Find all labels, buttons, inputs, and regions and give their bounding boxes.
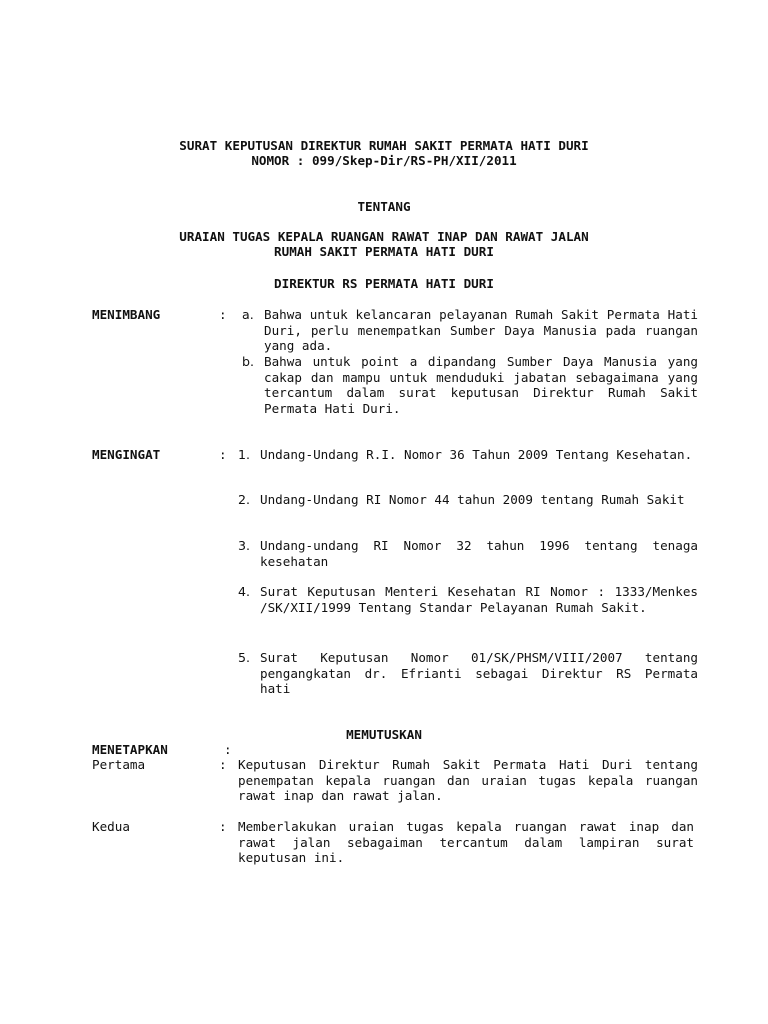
- tentang-heading: TENTANG: [357, 199, 411, 214]
- menimbang-item-b-text: Bahwa untuk point a dipandang Sumber Daya Manusia yang cakap dan mampu untuk menduduki jabatan sebagaimana yang tercantum dalam surat keputusan Direktur Rumah Sakit Permata Hati Duri.: [264, 354, 698, 416]
- mengingat-item-3-marker: 3.: [238, 538, 251, 553]
- mengingat-item-2-text: Undang-Undang RI Nomor 44 tahun 2009 tentang Rumah Sakit: [260, 492, 685, 507]
- mengingat-item-4-text: Surat Keputusan Menteri Kesehatan RI Nomor : 1333/Menkes /SK/XII/1999 Tentang Standar Pelayanan Rumah Sakit.: [260, 584, 698, 615]
- kedua-label: Kedua: [92, 819, 130, 834]
- kedua-colon: :: [219, 819, 227, 834]
- memutuskan-heading: MEMUTUSKAN: [346, 727, 422, 742]
- menimbang-label: MENIMBANG: [92, 307, 161, 322]
- menimbang-item-a-text: Bahwa untuk kelancaran pelayanan Rumah Sakit Permata Hati Duri, perlu menempatkan Sumber Daya Manusia pada ruangan yang ada.: [264, 307, 698, 353]
- mengingat-item-2-marker: 2.: [238, 492, 251, 507]
- decree-title: SURAT KEPUTUSAN DIREKTUR RUMAH SAKIT PERMATA HATI DURI: [179, 138, 589, 153]
- menetapkan-label: MENETAPKAN: [92, 742, 168, 757]
- mengingat-item-3-text: Undang-undang RI Nomor 32 tahun 1996 tentang tenaga kesehatan: [260, 538, 698, 569]
- pertama-label: Pertama: [92, 757, 146, 772]
- mengingat-label: MENGINGAT: [92, 447, 161, 462]
- menimbang-item-a-marker: a.: [242, 307, 254, 322]
- mengingat-item-5-text: Surat Keputusan Nomor 01/SK/PHSM/VIII/2007 tentang pengangkatan dr. Efrianti sebagai Direktur RS Permata hati: [260, 650, 698, 696]
- decree-number: NOMOR : 099/Skep-Dir/RS-PH/XII/2011: [251, 153, 517, 168]
- mengingat-item-5-marker: 5.: [238, 650, 251, 665]
- mengingat-item-1-text: Undang-Undang R.I. Nomor 36 Tahun 2009 Tentang Kesehatan.: [260, 447, 693, 462]
- menimbang-item-b-marker: b.: [242, 354, 254, 369]
- mengingat-colon: :: [219, 447, 227, 462]
- menetapkan-colon: :: [224, 742, 232, 757]
- issuer-heading: DIREKTUR RS PERMATA HATI DURI: [274, 276, 494, 291]
- kedua-text: Memberlakukan uraian tugas kepala ruangan rawat inap dan rawat jalan sebagaiman tercantum dalam lampiran surat keputusan ini.: [238, 819, 694, 865]
- pertama-text: Keputusan Direktur Rumah Sakit Permata Hati Duri tentang penempatan kepala ruangan dan uraian tugas kepala ruangan rawat inap dan rawat jalan.: [238, 757, 698, 803]
- pertama-colon: :: [219, 757, 227, 772]
- mengingat-item-1-marker: 1.: [238, 447, 251, 462]
- mengingat-item-4-marker: 4.: [238, 584, 251, 599]
- menimbang-colon: :: [219, 307, 227, 322]
- subject-line-1: URAIAN TUGAS KEPALA RUANGAN RAWAT INAP DAN RAWAT JALAN: [179, 229, 589, 244]
- subject-line-2: RUMAH SAKIT PERMATA HATI DURI: [274, 244, 494, 259]
